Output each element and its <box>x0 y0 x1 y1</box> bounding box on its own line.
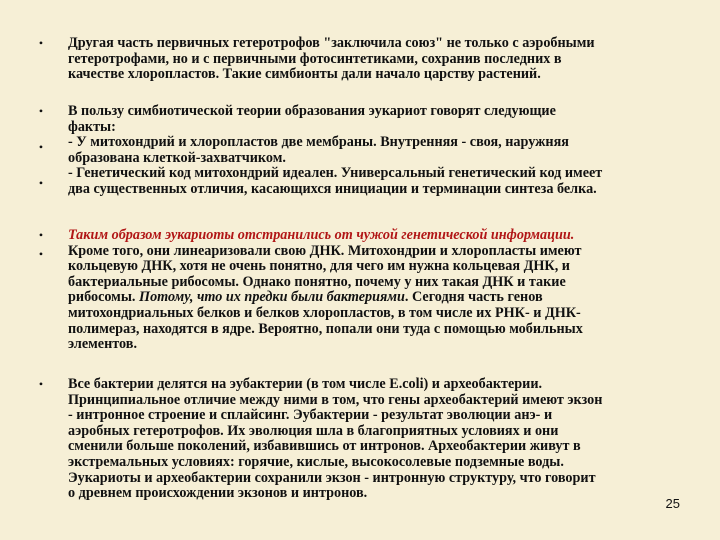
text-line: Принципиальное отличие между ними в том, что гены археобактерий имеют экзон <box>68 391 603 408</box>
text-line: о древнем происхождении экзонов и интронов. <box>68 485 368 502</box>
paragraph-text <box>68 36 686 83</box>
text-line: - У митохондрий и хлоропластов две мембраны. Внутренняя - своя, наружняя <box>68 134 569 151</box>
highlight-line: Таким образом эукариоты отстранились от чужой генетической информации. <box>68 227 575 243</box>
text-line: - Генетический код митохондрий идеален. Универсальный генетический код имеет <box>68 165 603 182</box>
text-line: экстремальных условиях: горячие, кислые, высокосолевые подземные воды. <box>68 453 564 470</box>
bullet: • <box>38 247 44 261</box>
paragraph-text <box>68 104 686 198</box>
text-line-mixed <box>68 290 686 306</box>
text-line: качестве хлоропластов. Такие симбионты дали начало царству растений. <box>68 66 541 83</box>
text-line: Другая часть первичных гетеротрофов "заключила союз" не только с аэробными <box>68 35 595 51</box>
bullet: • <box>38 228 44 242</box>
text-fragment: . Сегодня часть генов <box>404 289 543 306</box>
text-line: аэробных гетеротрофов. Их эволюция шла в благоприятных условиях и они <box>68 422 559 439</box>
bullet: • <box>38 176 44 190</box>
bullet: • <box>38 36 44 50</box>
text-line: кольцевую ДНК, хотя не очень понятно, для чего им нужна кольцевая ДНК, и <box>68 258 570 275</box>
text-line: Все бактерии делятся на эубактерии (в том числе E.coli) и археобактерии. <box>68 376 543 392</box>
text-line: - интронное строение и сплайсинг. Эубактерии - результат эволюции анэ- и <box>68 407 553 424</box>
text-line: митохондриальных белков и белков хлоропластов, в том числе их РНК- и ДНК- <box>68 304 581 321</box>
text-line: Эукариоты и археобактерии сохранили экзон - интронную структуру, что говорит <box>68 469 596 486</box>
paragraph-text <box>68 228 686 353</box>
text-line: бактериальные рибосомы. Однако понятно, почему у них такая ДНК и такие <box>68 273 566 290</box>
text-line: два существенных отличия, касающихся инициации и терминации синтеза белка. <box>68 180 597 197</box>
bullet: • <box>38 140 44 154</box>
bullet: • <box>38 377 44 391</box>
text-line: сменили больше поколений, избавившись от интронов. Археобактерии живут в <box>68 438 581 455</box>
text-line: полимераз, находятся в ядре. Вероятно, попали они туда с помощью мобильных <box>68 320 583 337</box>
italic-phrase: Потому, что их предки были бактериями <box>139 289 405 306</box>
text-line: Кроме того, они линеаризовали свою ДНК. Митохондрии и хлоропласты имеют <box>68 242 582 259</box>
text-line: образована клеткой-захватчиком. <box>68 149 286 166</box>
page-number: 25 <box>665 496 680 511</box>
text-line: элементов. <box>68 336 137 353</box>
text-line: факты: <box>68 118 116 135</box>
paragraph-text <box>68 377 686 502</box>
bullet: • <box>38 104 44 118</box>
text-line: гетеротрофами, но и с первичными фотосинтетиками, сохранив последних в <box>68 50 562 67</box>
text-fragment: рибосомы. <box>68 289 140 306</box>
text-line: В пользу симбиотической теории образования эукариот говорят следующие <box>68 103 556 119</box>
